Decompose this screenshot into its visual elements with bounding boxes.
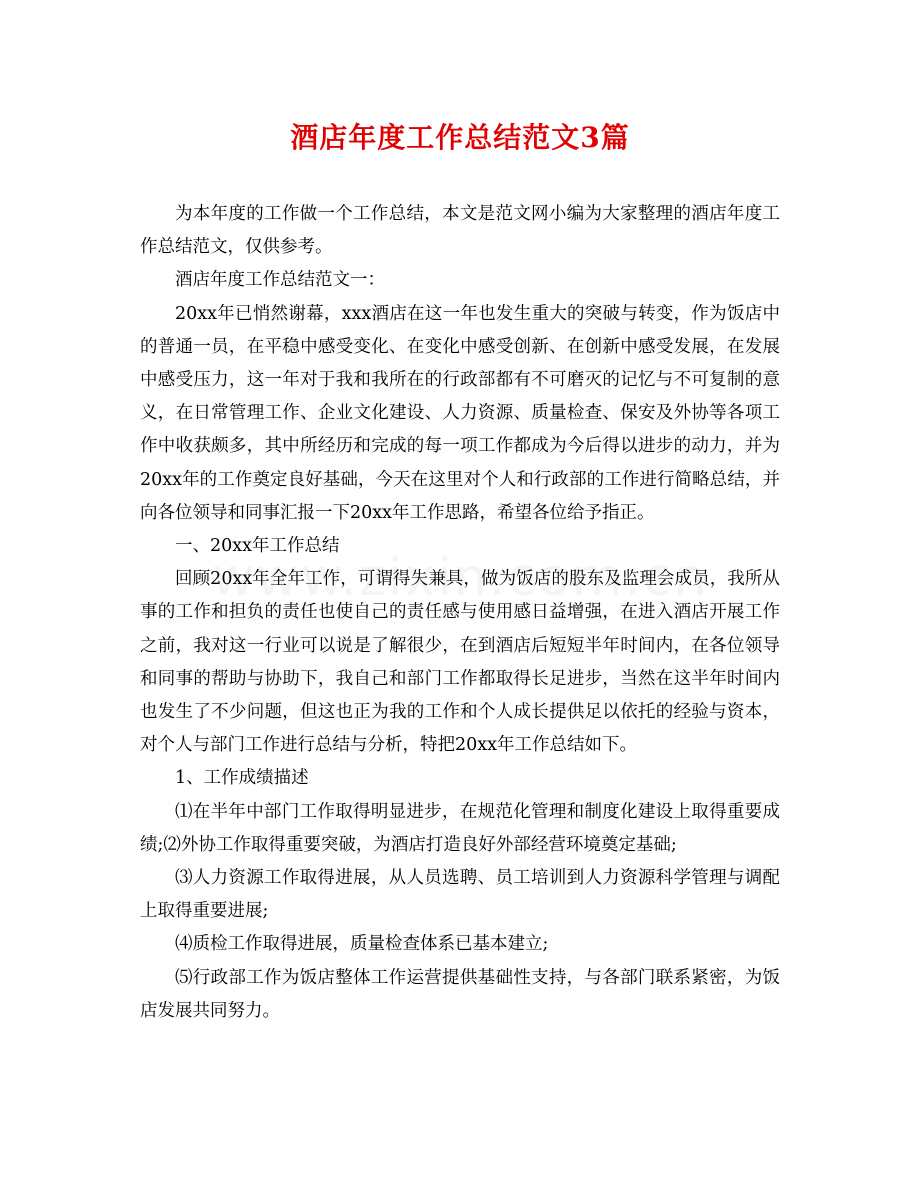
section-heading-sample-one: 酒店年度工作总结范文一：	[175, 270, 385, 291]
list-item: ⑴在半年中部门工作取得明显进步，在规范化管理和制度化建设上取得重要成绩;⑵外协工作取得重要突破，为酒店打造良好外部经营环境奠定基础;	[140, 801, 780, 855]
subsection-heading-achievements: 1、工作成绩描述	[175, 768, 309, 789]
list-item: ⑷质检工作取得进展，质量检查体系已基本建立;	[175, 934, 549, 955]
list-item: ⑶人力资源工作取得进展，从人员选聘、员工培训到人力资源科学管理与调配上取得重要进展;	[140, 868, 780, 922]
intro-paragraph: 为本年度的工作做一个工作总结，本文是范文网小编为大家整理的酒店年度工作总结范文，仅供参考。	[140, 204, 780, 258]
document-body	[140, 198, 780, 1028]
list-item: ⑸行政部工作为饭店整体工作运营提供基础性支持，与各部门联系紧密，为饭店发展共同努力。	[140, 967, 780, 1021]
body-paragraph: 回顾20xx年全年工作，可谓得失兼具，做为饭店的股东及监理会成员，我所从事的工作和担负的责任也使自己的责任感与使用感日益增强，在进入酒店开展工作之前，我对这一行业可以说是了解很少，在到酒店后短短半年时间内，在各位领导和同事的帮助与协助下，我自己和部门工作都取得长足进步，当然在这半年时间内也发生了不少问题，但这也正为我的工作和个人成长提供足以依托的经验与资本，对个人与部门工作进行总结与分析，特把20xx年工作总结如下。	[140, 569, 780, 756]
body-paragraph: 20xx年已悄然谢幕，xxx酒店在这一年也发生重大的突破与转变，作为饭店中的普通一员，在平稳中感受变化、在变化中感受创新、在创新中感受发展，在发展中感受压力，这一年对于我和我所在的行政部都有不可磨灭的记忆与不可复制的意义，在日常管理工作、企业文化建设、人力资源、质量检查、保安及外协等各项工作中收获颇多，其中所经历和完成的每一项工作都成为今后得以进步的动力，并为20xx年的工作奠定良好基础，今天在这里对个人和行政部的工作进行简略总结，并向各位领导和同事汇报一下20xx年工作思路，希望各位给予指正。	[140, 303, 780, 523]
document-title: 酒店年度工作总结范文3篇	[290, 121, 630, 154]
section-heading-annual-summary: 一、20xx年工作总结	[175, 536, 340, 557]
